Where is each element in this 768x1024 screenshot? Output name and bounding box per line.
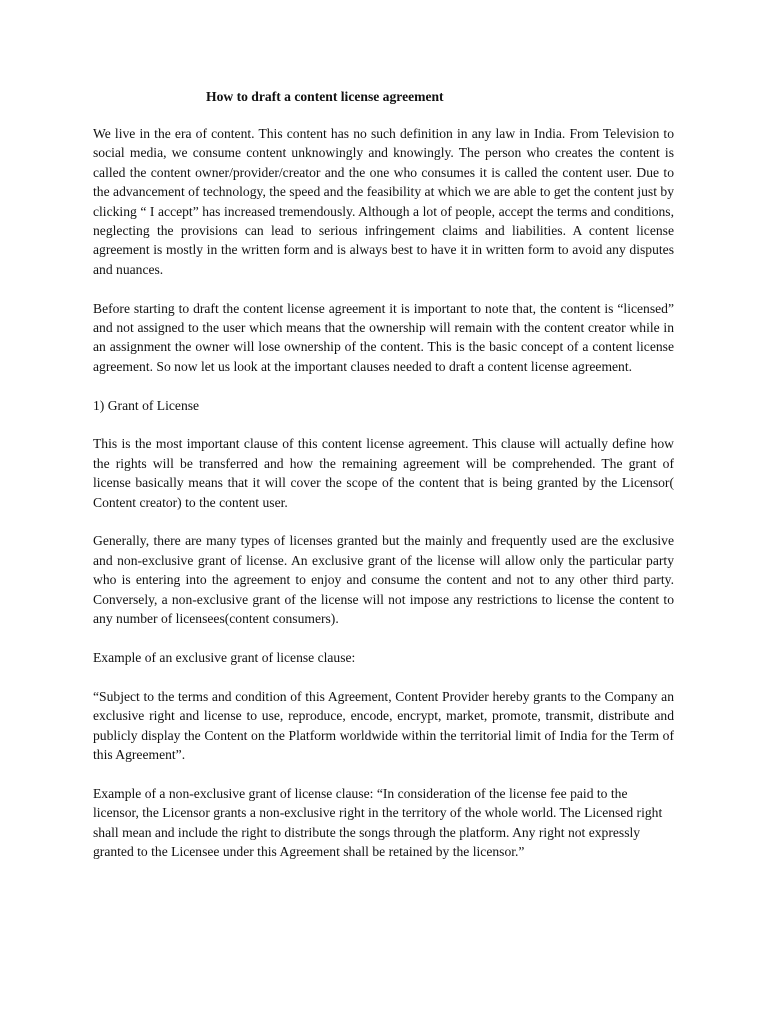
paragraph-exclusive-example-label: Example of an exclusive grant of license clause: [93, 649, 356, 665]
paragraph-exclusive-clause: “Subject to the terms and condition of this Agreement, Content Provider hereby grants to the Company an exclusive right and license to use, reproduce, encode, encrypt, market, promote, transmit, distribute and publicly display the Content on the Platform worldwide within the territorial limit of India for the Term of this Agreement”. [93, 688, 674, 762]
paragraph-license-types: Generally, there are many types of licenses granted but the mainly and frequently used are the exclusive and non-exclusive grant of license. An exclusive grant of the license will allow only the particular party who is entering into the agreement to enjoy and consume the content and not to any other third party. Conversely, a non-exclusive grant of the license will not impose any restrictions to license the content to any number of licensees(content consumers). [93, 533, 674, 627]
paragraph-before-drafting: Before starting to draft the content license agreement it is important to note that, the content is “licensed” and not assigned to the user which means that the ownership will remain with the content creator while in an assignment the owner will lose ownership of the content. This is the basic concept of a content license agreement. So now let us look at the important clauses needed to draft a content license agreement. [93, 300, 674, 374]
paragraph-non-exclusive-clause: Example of a non-exclusive grant of license clause: “In consideration of the license fee paid to the licensor, the Licensor grants a non-exclusive right in the territory of the whole world. The Licensed right shall mean and include the right to distribute the songs through the platform. Any right not expressly granted to the Licensee under this Agreement shall be retained by the licensor.” [93, 785, 663, 859]
section-heading-grant-of-license: 1) Grant of License [93, 397, 200, 413]
document-title: How to draft a content license agreement [206, 89, 444, 104]
document-body [93, 124, 674, 881]
paragraph-grant-importance: This is the most important clause of this content license agreement. This clause will actually define how the rights will be transferred and how the remaining agreement will be comprehended. The grant of license basically means that it will cover the scope of the content that is being granted by the Licensor( Content creator) to the content user. [93, 436, 674, 510]
paragraph-intro: We live in the era of content. This content has no such definition in any law in India. From Television to social media, we consume content unknowingly and knowingly. The person who creates the content is called the content owner/provider/creator and the one who consumes it is called the content user. Due to the advancement of technology, the speed and the feasibility at which we are able to get the content just by clicking “ I accept” has increased tremendously. Although a lot of people, accept the terms and conditions, neglecting the provisions can lead to serious infringement claims and liabilities. A content license agreement is mostly in the written form and is always best to have it in written form to avoid any disputes and nuances. [93, 126, 674, 277]
